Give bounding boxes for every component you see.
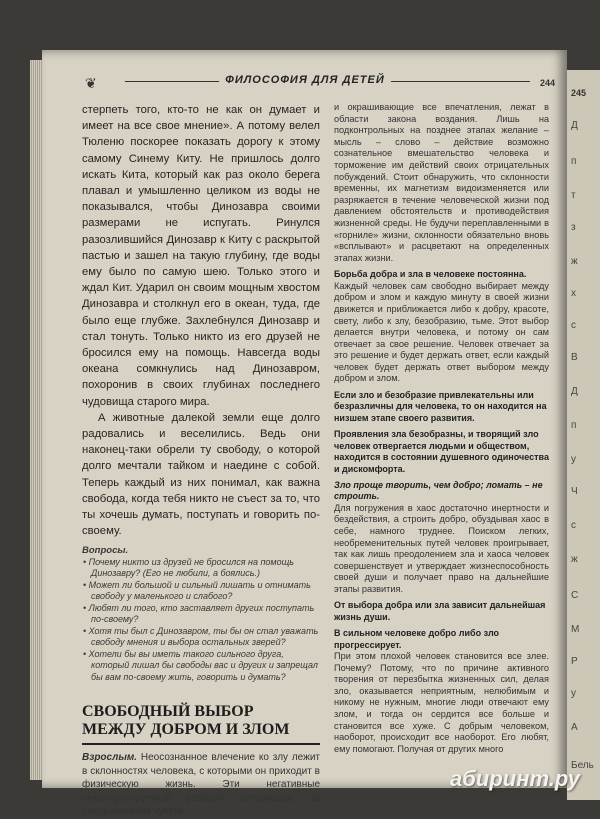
right-page-fragment: с — [571, 320, 576, 331]
right-page-fragment: ж — [571, 554, 578, 565]
right-page-fragment: С — [571, 590, 579, 601]
right-page-fragment: В — [571, 352, 578, 363]
right-page-fragment: у — [571, 688, 576, 699]
right-page-fragment: п — [571, 156, 577, 167]
section-title-line: СВОБОДНЫЙ ВЫБОР — [82, 703, 254, 721]
story-paragraph: стерпеть того, кто-то не как он думает и имеет на все свое мнение». А потому велел Тюленю поскорее показать дорогу к этому самому Синему Киту. Не пришлось долго искать Кита, который как раз около берега плавал и умышленно целиком из воды не показывался, чтобы Динозавра своими размерами не испугать. Ринулся разозлившийся Динозавр к Киту с раскрытой пастью и зашел на такую глубину, где воды ему было по самую шею. Только этого и ждал Кит. Ударил он своим мощным хвостом Динозавра и столкнул его в океан, туда, где было еще глубже. Захлебнулся Динозавр и стал тонуть. Только никто из его друзей не бросился ему на помощь. Навсегда воды океана сомкнулись над Динозавром, похоронив в своих глубинах последнего чудовища старого мира. — [82, 104, 320, 408]
section-title — [82, 703, 320, 745]
question-item: • Хотели бы вы иметь такого сильного друга, который лишал бы свободы вас и других и запрещал бы вам по-своему жить, говорить и думать? — [91, 649, 320, 684]
right-page-fragment: М — [571, 624, 580, 635]
ornament-icon: ❦ — [85, 75, 97, 91]
right-page-fragment: Ч — [571, 486, 578, 497]
questions-block — [82, 545, 320, 683]
right-page-fragment: з — [571, 222, 576, 233]
right-column — [334, 102, 549, 755]
questions-title: Вопросы. — [82, 545, 129, 557]
right-page-fragment: Д — [571, 120, 578, 131]
questions-list — [82, 557, 320, 684]
right-page-fragment: с — [571, 520, 576, 531]
intro-paragraph — [82, 751, 320, 819]
thesis-heading: Проявления зла безобразны, и творящий зло человек отвергается людьми и обществом, находится в состоянии душевного одиночества и дискомфорта. — [334, 429, 549, 474]
intro-label: Взрослым. — [82, 752, 138, 764]
watermark: абиринт.ру — [450, 766, 580, 791]
body-paragraph: и окрашивающие все впечатления, лежат в области закона воздания. Лишь на подконтрольных на позднее этапах желание – мысль – слово – действие возможно сознательное вмешательство человека и торможение им действий своих отрицательных побуждений. Стоит обнаружить, что склонности временны, их магнетизм видоизменяется или разряжается в течение человеческой жизни под давлением обстоятельств и противодействия жизненной среды. Не будучи переплавленными в «горниле» жизни, склонности обязательно вновь «всплывают» и расцветают на определенных этапах жизни. — [334, 102, 549, 263]
right-page-fragment: Д — [571, 386, 578, 397]
body-paragraph: Каждый человек сам свободно выбирает между добром и злом и каждую минуту в своей жизни движется и приближается либо к добру, красоте, свету, либо к злу, безобразию, тьме. Этот выбор делается внутри человека, и потому он сам отвечает за свое решение. Человек отвечает за это решение и будет держать ответ, если каждый человек будет держать ответ выбором между добром и злом. — [334, 280, 549, 384]
question-item: • Хотя ты был с Динозавром, ты бы он стал уважать свободу мнения и выбора остальных зверей? — [91, 626, 320, 649]
right-page-number: 245 — [571, 88, 587, 98]
right-page-fragment: ж — [571, 256, 578, 267]
running-title: ФИЛОСОФИЯ ДЛЯ ДЕТЕЙ — [55, 74, 555, 86]
right-page-fragment: Бель — [571, 760, 594, 771]
thesis-heading: От выбора добра или зла зависит дальнейшая жизнь души. — [334, 600, 546, 622]
thesis-heading: Зло проще творить, чем добро; ломать – не строить. — [334, 479, 543, 502]
right-page-fragment: у — [571, 454, 576, 465]
page-number: 244 — [539, 78, 555, 88]
body-paragraph: Для погружения в хаос достаточно инертности и бездействия, а строить добро, обуздывая хаос в себе, намного труднее. Поиском легких, необременительных путей человек проигрывает, так как лишь преодолением зла и хаоса человек совершенствует и утверждает жизнеспособность своей души и получает право на дальнейшие этапы развития. — [334, 502, 549, 594]
thesis-heading: В сильном человеке добро либо зло прогрессирует. — [334, 628, 500, 650]
question-item: • Может ли большой и сильный лишать и отнимать свободу у маленького и слабого? — [91, 580, 320, 603]
question-item: • Почему никто из друзей не бросился на помощь Динозавру? (Его не любили, а боялись.) — [91, 557, 320, 580]
right-page-edge — [567, 70, 600, 800]
right-page-fragment: А — [571, 722, 578, 733]
right-page-fragment: Р — [571, 656, 578, 667]
right-page-fragment: п — [571, 420, 577, 431]
section-title-line: МЕЖДУ ДОБРОМ И ЗЛОМ — [82, 721, 290, 739]
running-header — [55, 72, 555, 92]
body-paragraph: При этом плохой человек становится все злее. Почему? Потому, что по причине активного творения от перезбытка жизненных сил, делая зло, оказывается неприятным, нелюбимым и никому не нужным, многие люди отвечают ему злом, и тогда он сердится все больше и становится все хуже. С добрым человеком, наоборот, происходит все наоборот. Его любят, ему помогают. Получая от других много — [334, 651, 549, 754]
story-paragraph: А животные далекой земли еще долго радовались и веселились. Ведь они наконец-таки обрели ту свободу, о которой долго мечтали тайком и наедине с собой. Теперь каждый из них понимал, как важна свобода, когда тебя никто не съест за то, что ты хочешь думать, поступать и говорить по-своему. — [82, 411, 320, 538]
question-item: • Любят ли того, кто заставляет других поступать по-своему? — [91, 603, 320, 626]
intro-text: Неосознанное влечение ко злу лежит в склонностях человека, с которыми он приходит в физическую жизнь. Эти негативные неконтролируемые реакции, следующие за раздражением чувств — [82, 752, 320, 818]
right-page-fragment: х — [571, 288, 576, 299]
left-column — [82, 102, 320, 819]
right-page-fragment: т — [571, 190, 576, 201]
thesis-heading: Борьба добра и зла в человеке постоянна. — [334, 269, 527, 280]
thesis-heading: Если зло и безобразие привлекательны или безразличны для человека, то он находится на низшем этапе своего развития. — [334, 390, 547, 423]
